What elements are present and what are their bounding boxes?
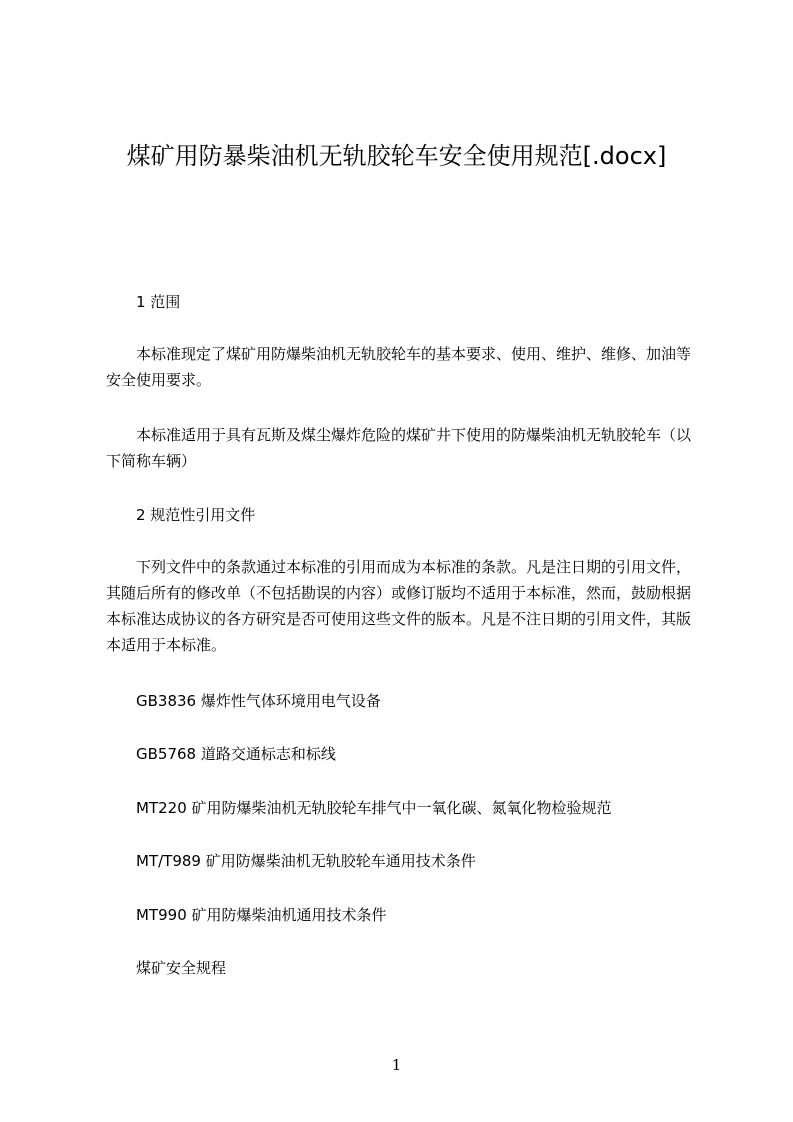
reference-item: MT990 矿用防爆柴油机通用技术条件 <box>136 906 387 924</box>
section-heading-scope: 1 范围 <box>136 293 181 311</box>
reference-item: GB5768 道路交通标志和标线 <box>136 745 336 763</box>
paragraph-references-intro: 下列文件中的条款通过本标准的引用而成为本标准的条款。凡是注日期的引用文件，其随后所有的修改单（不包括勘误的内容）或修订版均不适用于本标准，然而，鼓励根据本标准达成协议的各方研究是否可使用这些文件的版本。凡是不注日期的引用文件，其版本适用于本标准。 <box>106 558 692 654</box>
document-title: 煤矿用防暴柴油机无轨胶轮车安全使用规范[.docx] <box>126 142 667 170</box>
reference-item: MT220 矿用防爆柴油机无轨胶轮车排气中一氧化碳、氮氧化物检验规范 <box>136 799 612 817</box>
paragraph-scope-2: 本标准适用于具有瓦斯及煤尘爆炸危险的煤矿井下使用的防爆柴油机无轨胶轮车（以下简称车辆） <box>106 426 692 470</box>
reference-item: 煤矿安全规程 <box>136 959 227 977</box>
reference-item: MT/T989 矿用防爆柴油机无轨胶轮车通用技术条件 <box>136 852 476 870</box>
page-number: 1 <box>391 1056 402 1074</box>
reference-item: GB3836 爆炸性气体环境用电气设备 <box>136 692 381 710</box>
section-heading-references: 2 规范性引用文件 <box>136 506 256 524</box>
paragraph-scope-1: 本标准现定了煤矿用防爆柴油机无轨胶轮车的基本要求、使用、维护、维修、加油等安全使用要求。 <box>106 345 692 389</box>
